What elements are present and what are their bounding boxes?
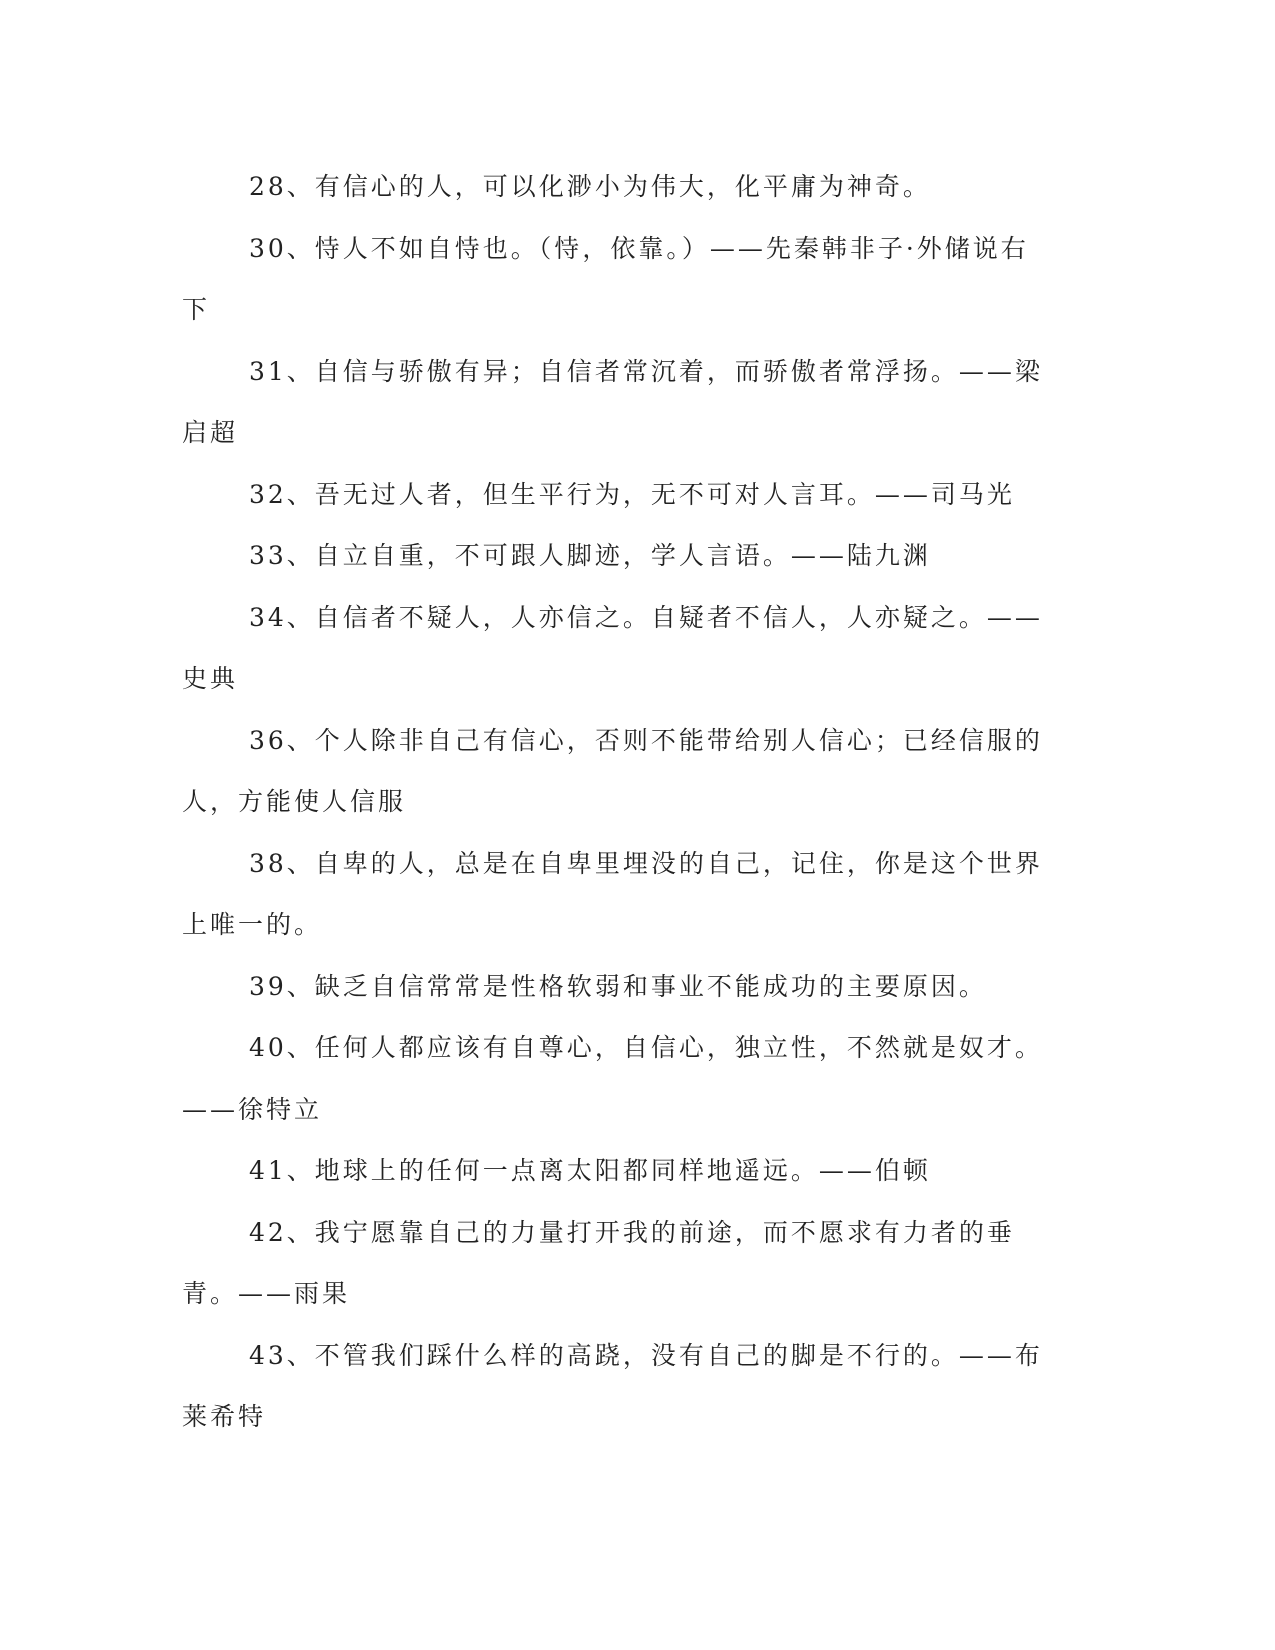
quote-list bbox=[182, 156, 1044, 1448]
quote-paragraph: 39、缺乏自信常常是性格软弱和事业不能成功的主要原因。 bbox=[249, 971, 987, 1001]
quote-paragraph: 32、吾无过人者，但生平行为，无不可对人言耳。——司马光 bbox=[249, 479, 1015, 509]
quote-paragraph: 40、任何人都应该有自尊心，自信心，独立性，不然就是奴才。——徐特立 bbox=[182, 1033, 1043, 1124]
quote-paragraph: 36、个人除非自己有信心，否则不能带给别人信心；已经信服的人，方能使人信服 bbox=[182, 725, 1043, 816]
quote-paragraph: 33、自立自重，不可跟人脚迹，学人言语。——陆九渊 bbox=[249, 541, 931, 570]
quote-paragraph: 38、自卑的人，总是在自卑里埋没的自己，记住，你是这个世界上唯一的。 bbox=[182, 848, 1043, 939]
quote-paragraph: 30、恃人不如自恃也。（恃，依靠。）——先秦韩非子·外储说右下 bbox=[182, 233, 1029, 324]
quote-paragraph: 31、自信与骄傲有异；自信者常沉着，而骄傲者常浮扬。——梁启超 bbox=[182, 356, 1043, 447]
quote-paragraph: 28、有信心的人，可以化渺小为伟大，化平庸为神奇。 bbox=[249, 172, 931, 201]
quote-paragraph: 41、地球上的任何一点离太阳都同样地遥远。——伯顿 bbox=[249, 1156, 931, 1185]
quote-paragraph: 34、自信者不疑人，人亦信之。自疑者不信人，人亦疑之。——史典 bbox=[182, 602, 1043, 693]
quote-paragraph: 42、我宁愿靠自己的力量打开我的前途，而不愿求有力者的垂青。——雨果 bbox=[182, 1217, 1015, 1308]
quote-paragraph: 43、不管我们踩什么样的高跷，没有自己的脚是不行的。——布莱希特 bbox=[182, 1340, 1043, 1431]
